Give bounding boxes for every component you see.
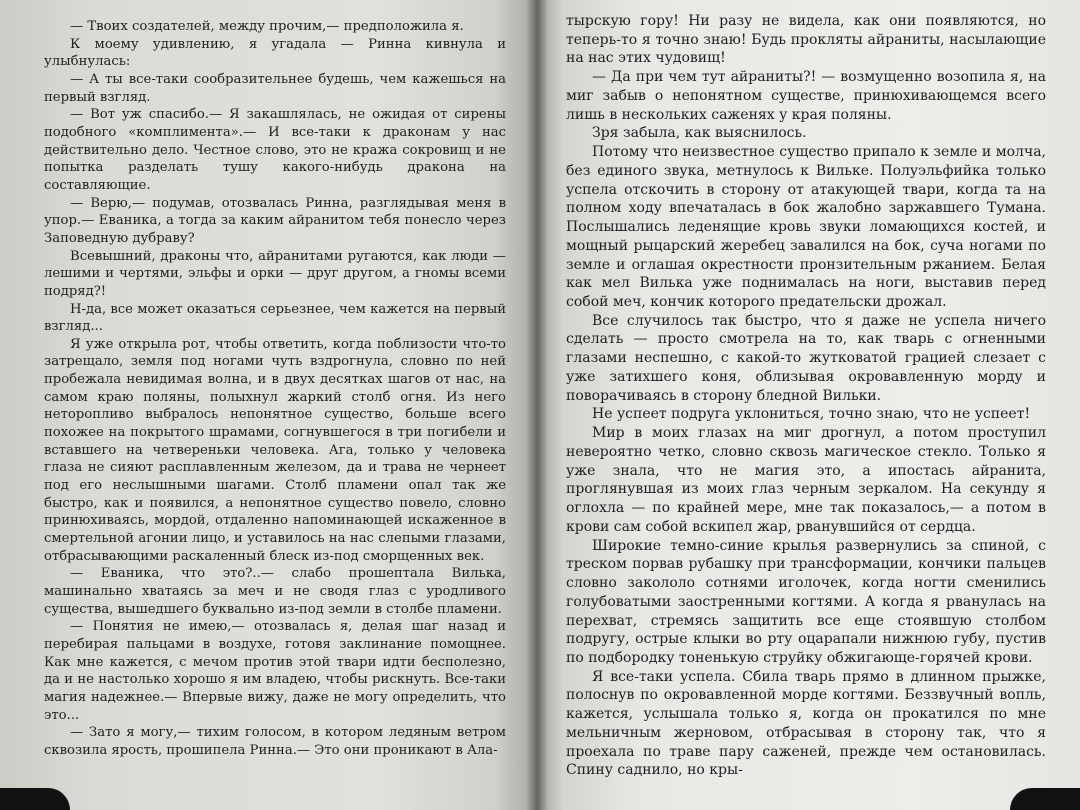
right-page	[536, 0, 1080, 810]
left-page-text	[44, 18, 506, 760]
paragraph: Не успеет подруга уклониться, точно знаю, что не успеет!	[592, 406, 1031, 423]
left-page	[0, 0, 536, 810]
right-page-text	[566, 12, 1046, 780]
paragraph: Всевышний, драконы что, айранитами ругаются, как люди — лешими и чертями, эльфы и орки — друг другом, а гномы всеми подряд?!	[44, 248, 506, 299]
paragraph: — Верю,— подумав, отозвалась Ринна, разглядывая меня в упор.— Еваника, а тогда за каким айранитом тебя понесло через Заповедную дубраву?	[44, 195, 506, 246]
paragraph: — А ты все-таки сообразительнее будешь, чем кажешься на первый взгляд.	[44, 71, 506, 105]
book-clip-left	[0, 788, 70, 810]
paragraph: Широкие темно-синие крылья развернулись за спиной, с треском порвав рубашку при трансформации, кончики пальцев словно закололо сотнями иголочек, когда ногти сменились голубоватыми заостренными когтями. А когда я рванулась на перехват, стремясь защитить все еще стоявшую столбом подругу, острые клыки во рту оцарапали нижнюю губу, пустив по подбородку тоненькую струйку обжигающе-горячей крови.	[566, 537, 1046, 666]
paragraph: К моему удивлению, я угадала — Ринна кивнула и улыбнулась:	[44, 36, 506, 70]
paragraph: Потому что неизвестное существо припало к земле и молча, без единого звука, метнулось к Вильке. Полуэльфийка только успела отскочить в сторону от атакующей твари, когда та на полном ходу впечаталась в бок жалобно заржавшего Тумана. Послышались леденящие кровь звуки ломающихся костей, и мощный рыцарский жеребец завалился на бок, суча ногами по земле и оглашая окрестности пронзительным ржанием. Белая как мел Вилька уже поднималась на ноги, выставив перед собой меч, кончик которого предательски дрожал.	[566, 144, 1046, 311]
book-clip-right	[1010, 788, 1080, 810]
paragraph: — Да при чем тут айраниты?! — возмущенно возопила я, на миг забыв о непонятном существе, принюхивающемся всего лишь в нескольких саженях у края поляны.	[566, 69, 1046, 123]
book-gutter	[526, 0, 548, 810]
paragraph: — Твоих создателей, между прочим,— предположила я.	[70, 19, 464, 34]
paragraph: — Зато я могу,— тихим голосом, в котором ледяным ветром сквозила ярость, прошипела Ринна.— Это они проникают в Ала-	[44, 725, 506, 758]
paragraph: Я уже открыла рот, чтобы ответить, когда поблизости что-то затрещало, земля под ногами чуть вздрогнула, словно по ней пробежала невидимая волна, и в двух десятках шагов от нас, на самом краю поляны, полыхнул жаркий столб огня. Из него неторопливо выбралось непонятное существо, больше всего похожее на покрытого шрамами, согнувшегося в три погибели и вставшего на четвереньки человека. Ага, только у человека глаза не сияют расплавленным железом, да и трава не чернеет под его неслышными шагами. Столб пламени опал так же быстро, как и появился, а непонятное существо повело, словно принюхиваясь, мордой, отдаленно напоминающей искаженное в смертельной агонии лицо, и уставилось на нас слепыми глазами, отбрасывающими раскаленный блеск из-под сморщенных век.	[44, 336, 506, 564]
paragraph: Мир в моих глазах на миг дрогнул, а потом проступил невероятно четко, словно сквозь магическое стекло. Только я уже знала, что не магия это, а ипостась айранита, проглянувшая из моих глаз черным зеркалом. На секунду я оглохла — по крайней мере, мне так показалось,— а потом в крови сам собой вскипел жар, рванувшийся от сердца.	[566, 425, 1046, 535]
paragraph: — Еваника, что это?..— слабо прошептала Вилька, машинально хватаясь за меч и не сводя глаз с уродливого существа, вышедшего буквально из-под земли в столбе пламени.	[44, 566, 506, 617]
paragraph: Все случилось так быстро, что я даже не успела ничего сделать — просто смотрела на то, как тварь с огненными глазами неспешно, с какой-то жутковатой грацией слезает с уже затихшего коня, облизывая окровавленную морду и поворачиваясь в сторону бледной Вильки.	[566, 312, 1046, 404]
paragraph: Зря забыла, как выяснилось.	[592, 125, 807, 142]
paragraph: Я все-таки успела. Сбила тварь прямо в длинном прыжке, полоснув по окровавленной морде когтями. Беззвучный вопль, кажется, услышала только я, когда он прокатился по мне мельничным жерновом, отбрасывая в сторону так, что я проехала по траве пару саженей, прежде чем остановилась. Спину саднило, но кры-	[566, 668, 1046, 779]
paragraph: — Вот уж спасибо.— Я закашлялась, не ожидая от сирены подобного «комплимента».— И все-таки к драконам у нас действительно дело. Честное слово, это не кража сокровищ и не попытка разделать тушу какого-нибудь дракона на составляющие.	[44, 107, 506, 193]
paragraph: — Понятия не имею,— отозвалась я, делая шаг назад и перебирая пальцами в воздухе, готовя заклинание помощнее. Как мне кажется, с мечом против этой твари идти бесполезно, да и не настолько хорошо я им владею, чтобы рискнуть. Все-таки магия надежнее.— Впервые вижу, даже не могу определить, что это...	[44, 619, 506, 723]
paragraph: тырскую гору! Ни разу не видела, как они появляются, но теперь-то я точно знаю! Будь прокляты айраниты, насылающие на нас этих чудовищ!	[566, 13, 1046, 67]
paragraph: Н-да, все может оказаться серьезнее, чем кажется на первый взгляд...	[44, 301, 506, 335]
